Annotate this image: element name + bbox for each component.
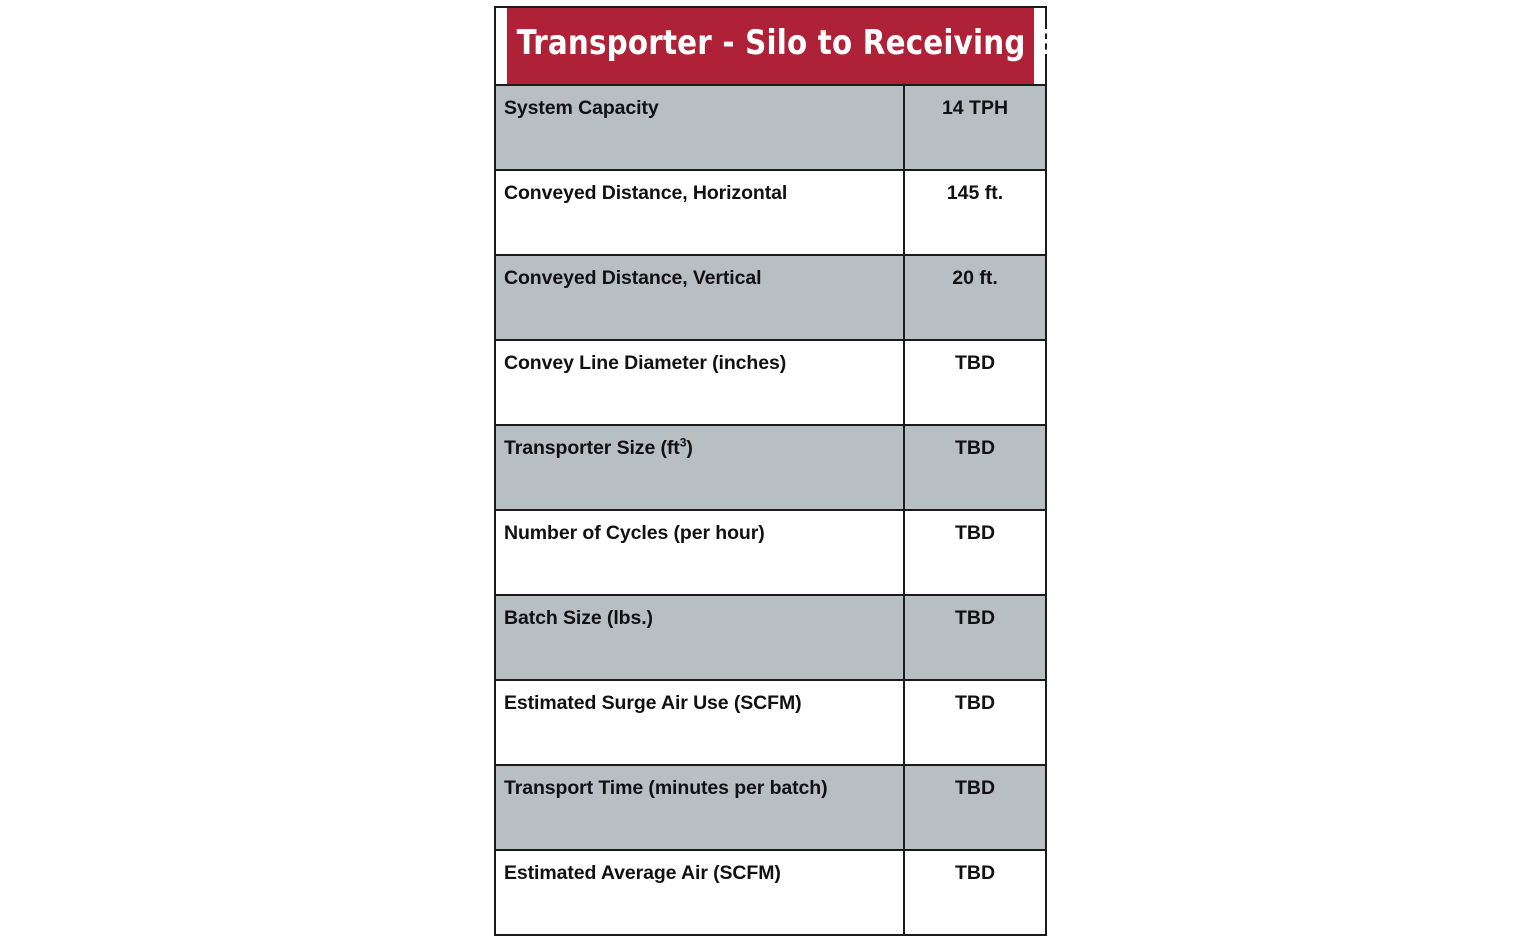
- row-value: TBD: [904, 850, 1046, 935]
- table-row: [495, 425, 1046, 510]
- table-row: [495, 255, 1046, 340]
- row-value: TBD: [904, 595, 1046, 680]
- row-label-suffix: ): [686, 437, 693, 459]
- row-value: 14 TPH: [904, 85, 1046, 170]
- row-label: [495, 510, 904, 595]
- row-label: [495, 425, 904, 510]
- table-body: [495, 85, 1046, 935]
- row-label-text: Number of Cycles (per hour): [504, 522, 765, 544]
- row-label-text: Estimated Average Air (SCFM): [504, 862, 781, 884]
- row-label-text: Batch Size (lbs.): [504, 607, 653, 629]
- row-value: TBD: [904, 425, 1046, 510]
- row-label-superscript: 3: [679, 435, 687, 450]
- row-label: [495, 85, 904, 170]
- row-label: [495, 170, 904, 255]
- row-value: TBD: [904, 510, 1046, 595]
- row-label-text: Conveyed Distance, Horizontal: [504, 182, 788, 204]
- row-value: TBD: [904, 765, 1046, 850]
- table-row: [495, 850, 1046, 935]
- row-label: [495, 680, 904, 765]
- row-label-text: Estimated Surge Air Use (SCFM): [504, 692, 802, 714]
- table-title-row: [495, 7, 1046, 85]
- row-value: 20 ft.: [904, 255, 1046, 340]
- row-label: [495, 255, 904, 340]
- row-label: [495, 340, 904, 425]
- row-label-text: Transporter Size (ft: [504, 437, 680, 459]
- table-row: [495, 595, 1046, 680]
- row-label-text: Conveyed Distance, Vertical: [504, 267, 762, 289]
- table-row: [495, 85, 1046, 170]
- row-label: [495, 765, 904, 850]
- row-label-text: System Capacity: [504, 97, 659, 119]
- row-label: [495, 595, 904, 680]
- table-title: Transporter - Silo to Receiving Bin: [506, 7, 1035, 85]
- row-value: TBD: [904, 340, 1046, 425]
- row-label-text: Convey Line Diameter (inches): [504, 352, 787, 374]
- table-header: [495, 7, 1090, 85]
- row-label: [495, 850, 904, 935]
- table-row: [495, 680, 1046, 765]
- transporter-spec-table: [494, 6, 1090, 936]
- table-row: [495, 170, 1046, 255]
- table-row: [495, 510, 1046, 595]
- row-value: 145 ft.: [904, 170, 1046, 255]
- row-label-text: Transport Time (minutes per batch): [504, 777, 828, 799]
- table-row: [495, 340, 1046, 425]
- row-value: TBD: [904, 680, 1046, 765]
- table-row: [495, 765, 1046, 850]
